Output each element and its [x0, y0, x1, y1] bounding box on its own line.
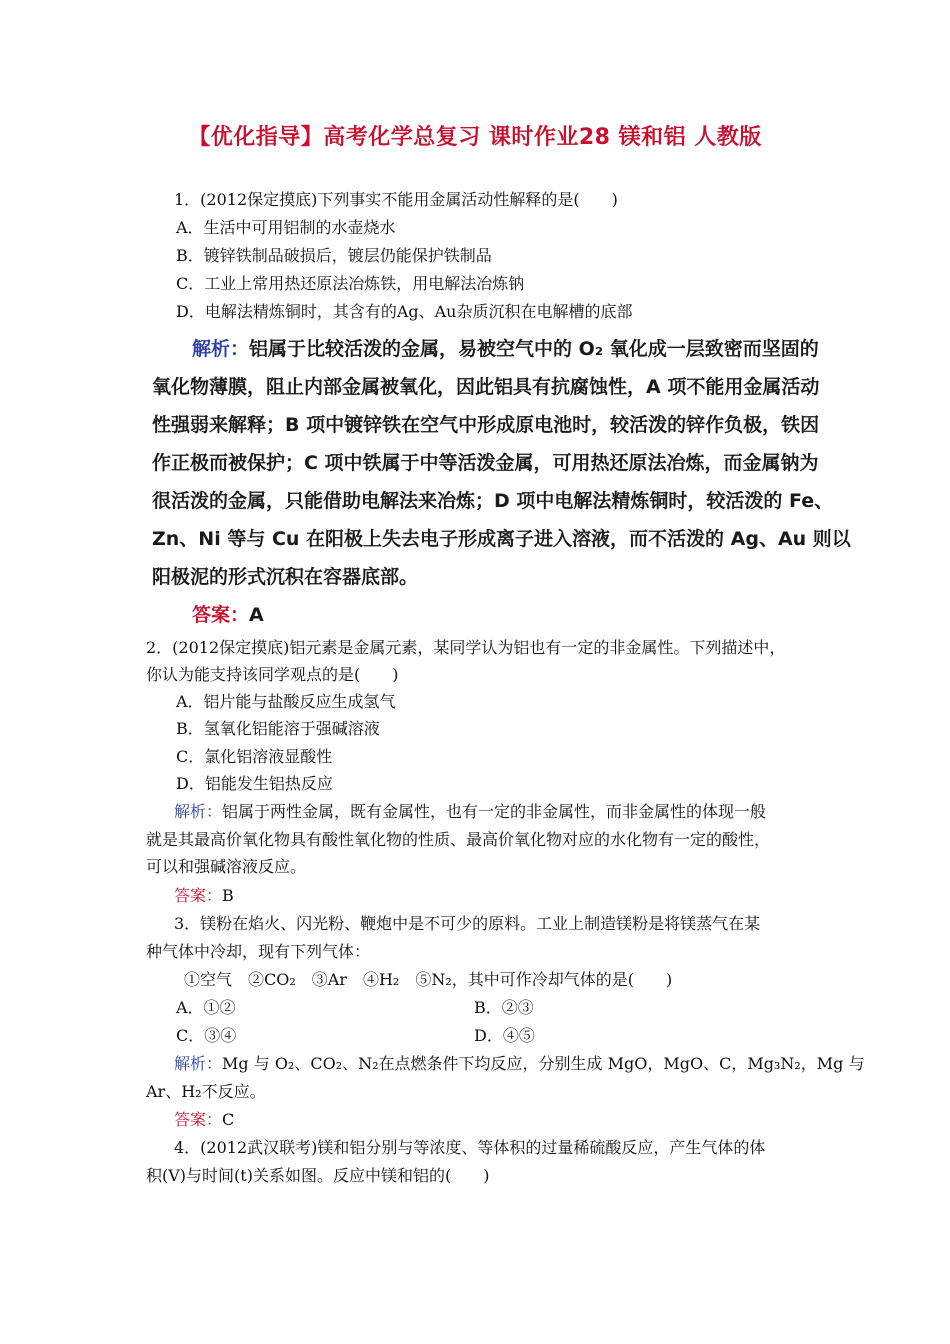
q2-explanation-line: 就是其最高价氧化物具有酸性氧化物的性质、最高价氧化物对应的水化物有一定的酸性， — [146, 830, 771, 849]
q2-stem-line1: 2．(2012保定摸底)铝元素是金属元素，某同学认为铝也有一定的非金属性。下列描述中， — [146, 638, 786, 657]
q3-stem-line2: 种气体中冷却，现有下列气体： — [146, 942, 371, 961]
q1-explanation-line: 氧化物薄膜，阻止内部金属被氧化，因此铝具有抗腐蚀性，A 项不能用金属活动 — [152, 376, 820, 398]
q1-option-b: B．镀锌铁制品破损后，镀层仍能保护铁制品 — [176, 246, 492, 265]
page-title: 【优化指导】高考化学总复习 课时作业28 镁和铝 人教版 — [188, 125, 762, 150]
q2-answer: B — [222, 886, 234, 905]
q3-explanation-line: Ar、H₂不反应。 — [146, 1082, 266, 1101]
q1-stem: 1．(2012保定摸底)下列事实不能用金属活动性解释的是( ) — [174, 190, 618, 209]
q3-answer-label: 答案： — [174, 1110, 223, 1129]
q2-stem-line2: 你认为能支持该同学观点的是( ) — [146, 665, 399, 684]
q2-answer-label: 答案： — [174, 886, 223, 905]
q2-option-d: D．铝能发生铝热反应 — [176, 774, 333, 793]
q3-option-c: C．③④ — [176, 1026, 237, 1045]
q2-option-b: B．氢氧化铝能溶于强碱溶液 — [176, 719, 380, 738]
q2-option-a: A．铝片能与盐酸反应生成氢气 — [176, 692, 396, 711]
q1-explanation-line: 性强弱来解释；B 项中镀锌铁在空气中形成原电池时，较活泼的锌作负极，铁因 — [152, 414, 820, 436]
q3-explanation-label: 解析： — [174, 1054, 223, 1073]
q1-explanation-line: 阳极泥的形式沉积在容器底部。 — [152, 566, 419, 588]
q3-gases: ①空气 ②CO₂ ③Ar ④H₂ ⑤N₂，其中可作冷却气体的是( ) — [184, 970, 673, 989]
q2-explanation-label: 解析： — [174, 802, 223, 821]
q1-explanation-label: 解析： — [192, 338, 250, 360]
q3-option-b: B．②③ — [474, 998, 534, 1017]
q2-option-c: C．氯化铝溶液显酸性 — [176, 747, 333, 766]
q2-explanation-line: 铝属于两性金属，既有金属性，也有一定的非金属性，而非金属性的体现一般 — [222, 802, 767, 821]
q4-stem-line1: 4．(2012武汉联考)镁和铝分别与等浓度、等体积的过量稀硫酸反应，产生气体的体 — [174, 1138, 766, 1157]
q1-option-a: A．生活中可用铝制的水壶烧水 — [176, 218, 396, 237]
q1-explanation — [152, 330, 851, 634]
q4-stem-line2: 积(V)与时间(t)关系如图。反应中镁和铝的( ) — [146, 1166, 490, 1185]
q1-option-c: C．工业上常用热还原法冶炼铁，用电解法冶炼钠 — [176, 274, 525, 293]
q3-explanation-line: Mg 与 O₂、CO₂、N₂在点燃条件下均反应，分别生成 MgO，MgO、C，Mg₃N₂，Mg 与 — [222, 1054, 865, 1073]
q1-option-d: D．电解法精炼铜时，其含有的Ag、Au杂质沉积在电解槽的底部 — [176, 302, 633, 321]
q3-option-a: A．①② — [176, 998, 236, 1017]
q1-explanation-line: 铝属于比较活泼的金属，易被空气中的 O₂ 氧化成一层致密而坚固的 — [249, 338, 819, 360]
q1-answer: A — [249, 604, 264, 626]
q1-explanation-line: Zn、Ni 等与 Cu 在阳极上失去电子形成离子进入溶液，而不活泼的 Ag、Au 则以 — [152, 528, 851, 550]
q1-explanation-line: 作正极而被保护；C 项中铁属于中等活泼金属，可用热还原法冶炼，而金属钠为 — [152, 452, 819, 474]
q1-answer-label: 答案： — [192, 604, 250, 626]
q3-stem-line1: 3．镁粉在焰火、闪光粉、鞭炮中是不可少的原料。工业上制造镁粉是将镁蒸气在某 — [174, 914, 761, 933]
q2-explanation-line: 可以和强碱溶液反应。 — [146, 857, 307, 876]
q1-explanation-line: 很活泼的金属，只能借助电解法来冶炼；D 项中电解法精炼铜时，较活泼的 Fe、 — [152, 490, 834, 512]
q3-option-d: D．④⑤ — [474, 1026, 535, 1045]
q3-answer: C — [222, 1110, 235, 1129]
